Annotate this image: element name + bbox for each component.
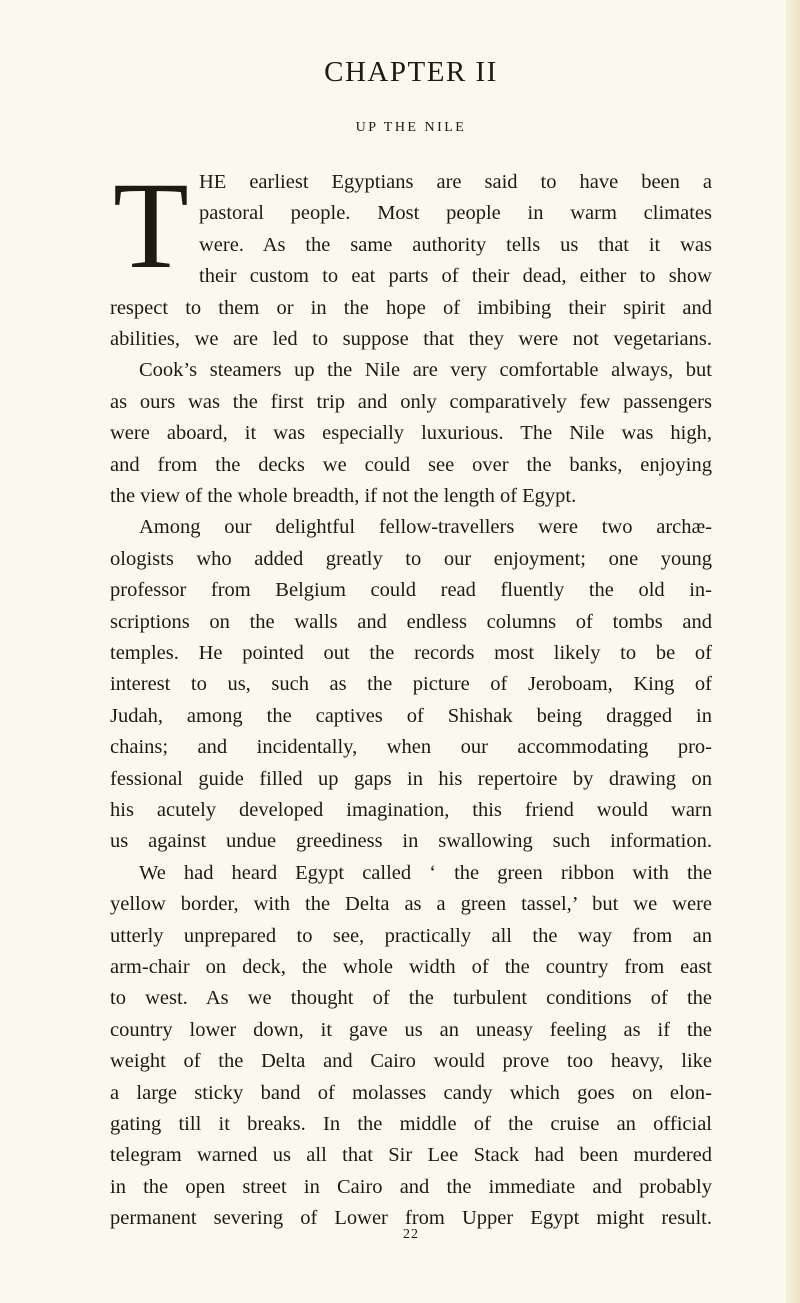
text-line: in the open street in Cairo and the immediate and probably — [110, 1175, 712, 1198]
drop-cap: T — [113, 164, 189, 272]
text-line: to west. As we thought of the turbulent conditions of the — [110, 987, 712, 1010]
text-line: his acutely developed imagination, this friend would warn — [110, 799, 712, 821]
text-line: were aboard, it was especially luxurious. The Nile was high, — [110, 422, 712, 445]
page-number: 22 — [403, 1227, 419, 1242]
text-line: as ours was the first trip and only comparatively few passengers — [110, 390, 712, 413]
text-line: fessional guide filled up gaps in his repertoire by drawing on — [110, 767, 712, 790]
text-line: their custom to eat parts of their dead, either to show — [199, 265, 712, 288]
text-line: Cook’s steamers up the Nile are very comfortable always, but — [139, 359, 712, 382]
text-line: permanent severing of Lower from Upper Egypt might result. — [110, 1207, 712, 1230]
text-line: weight of the Delta and Cairo would prove too heavy, like — [110, 1050, 712, 1073]
text-line: pastoral people. Most people in warm climates — [199, 202, 712, 225]
text-line: yellow border, with the Delta as a green tassel,’ but we were — [110, 893, 712, 916]
chapter-subtitle: UP THE NILE — [355, 120, 467, 135]
text-line: professor from Belgium could read fluently the old in- — [110, 579, 712, 602]
text-line: and from the decks we could see over the banks, enjoying — [110, 453, 712, 476]
text-line: abilities, we are led to suppose that they were not vegetarians. — [110, 328, 712, 350]
text-line: ologists who added greatly to our enjoyment; one young — [110, 547, 712, 570]
text-line: utterly unprepared to see, practically all the way from an — [110, 924, 712, 947]
text-line: gating till it breaks. In the middle of the cruise an official — [110, 1113, 712, 1135]
text-line: Judah, among the captives of Shishak being dragged in — [110, 704, 712, 727]
text-line: temples. He pointed out the records most likely to be of — [110, 642, 712, 664]
text-line: country lower down, it gave us an uneasy feeling as if the — [110, 1018, 712, 1041]
text-line: scriptions on the walls and endless columns of tombs and — [110, 610, 712, 633]
text-line: HE earliest Egyptians are said to have been a — [199, 171, 712, 193]
text-line: a large sticky band of molasses candy which goes on elon- — [110, 1081, 712, 1104]
text-line: We had heard Egypt called ‘ the green ribbon with the — [139, 861, 712, 884]
text-line: us against undue greediness in swallowing such information. — [110, 830, 712, 853]
text-line: arm-chair on deck, the whole width of the country from east — [110, 956, 712, 978]
chapter-title: CHAPTER II — [324, 56, 498, 88]
text-line: were. As the same authority tells us that it was — [199, 233, 712, 256]
text-line: respect to them or in the hope of imbibing their spirit and — [110, 296, 712, 319]
text-line: chains; and incidentally, when our accommodating pro- — [110, 736, 712, 759]
text-line: Among our delightful fellow-travellers were two archæ- — [139, 516, 712, 539]
text-line: telegram warned us all that Sir Lee Stack had been murdered — [110, 1144, 712, 1167]
text-line: the view of the whole breadth, if not the length of Egypt. — [110, 485, 577, 507]
text-line: interest to us, such as the picture of Jeroboam, King of — [110, 673, 712, 696]
page-edge — [786, 0, 800, 1303]
